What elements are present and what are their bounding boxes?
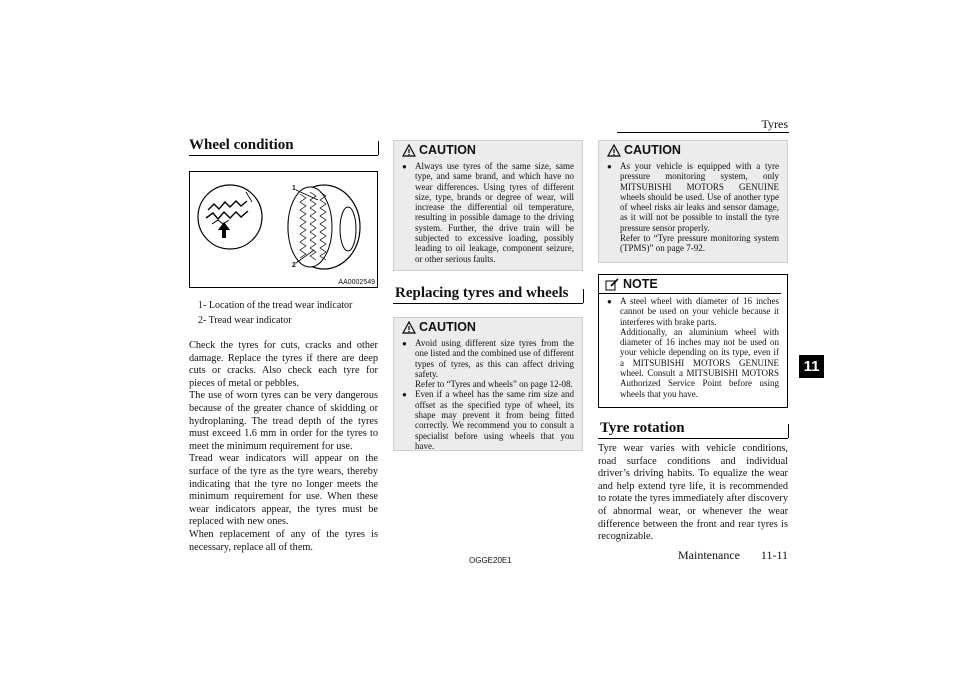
- section-rule-tick: [788, 424, 789, 438]
- caution-box-3: [598, 140, 788, 263]
- bullet-icon: ●: [607, 162, 612, 171]
- page-number: 11-11: [760, 548, 788, 562]
- figure-label-1: 1: [292, 185, 296, 192]
- legend-item-1: 1- Location of the tread wear indicator: [198, 300, 353, 311]
- paragraph: Tread wear indicators will appear on the surface of the tyre as the tyre wears, thereby indicating that the tyre no longer meets the minimum requirement for use. When these wear indicators appear, the tyres must be replaced with new ones.: [189, 453, 378, 528]
- legend-item-2: 2- Tread wear indicator: [198, 315, 292, 326]
- bullet-icon: ●: [607, 297, 612, 306]
- section-rule: [393, 303, 583, 304]
- note-label: NOTE: [623, 277, 658, 291]
- section-rule: [598, 438, 788, 439]
- warning-triangle-icon: [402, 321, 416, 334]
- page-footer: [678, 548, 788, 563]
- list-item: ● As your vehicle is equipped with a tyre pressure monitoring system, only MITSUBISHI MOTORS GENUINE wheels should be used. Use of another type of wheel risks air leaks and sensor damage, as it will not be possible to install the tyre pressure sensor properly. Refer to “Tyre pressure monitoring system (TPMS)” on page 7-92.: [607, 161, 779, 254]
- bullet-icon: ●: [402, 339, 407, 348]
- note-box: [598, 274, 788, 408]
- section-rule-tick: [583, 289, 584, 303]
- caution-header: [394, 318, 582, 336]
- paragraph: When replacement of any of the tyres is necessary, replace all of them.: [189, 528, 378, 553]
- list-item: ● Avoid using different size tyres from the one listed and the combined use of different types of tyres, as this can affect driving safety. Refer to “Tyres and wheels” on page 12-08.: [402, 338, 574, 390]
- list-item: ● Even if a wheel has the same rim size and offset as the specified type of wheel, its shape may prevent it from being fitted correctly. We recommend you to consult a specialist before using wheels that you have.: [402, 389, 574, 451]
- list-item: ● Always use tyres of the same size, same type, and same brand, and which have no wear differences. Using tyres of different size, type, brands or degree of wear, will increase the differential oil temperature, resulting in possible damage to the driving system. Further, the drive train will be subjected to excessive loading, possibly leading to oil leakage, component seizure, or other serious faults.: [402, 161, 574, 264]
- bullet-icon: ●: [402, 390, 407, 400]
- caution-box-2: [393, 317, 583, 451]
- bullet-icon: ●: [402, 162, 407, 171]
- caution-header: [599, 141, 787, 159]
- list-item: ● A steel wheel with diameter of 16 inches cannot be used on your vehicle because it interferes with brake parts. Additionally, an aluminium wheel with diameter of 16 inches may not be used on your vehicle depending on its type, even if a MITSUBISHI MOTORS GENUINE wheel. Consult a MITSUBISHI MOTORS Authorized Service Point before using wheels that you have.: [607, 296, 779, 399]
- caution-label: CAUTION: [419, 143, 476, 157]
- note-header: [599, 275, 787, 293]
- figure-label-2: 2: [292, 262, 296, 269]
- header-rule: [617, 132, 789, 133]
- section-rule-tick: [378, 141, 379, 155]
- running-header: Tyres: [761, 117, 788, 131]
- caution-body: [394, 159, 582, 268]
- chapter-tab: 11: [799, 355, 824, 378]
- warning-triangle-icon: [402, 144, 416, 157]
- tyre-tread-figure: [189, 171, 378, 288]
- document-code: OGGE20E1: [469, 556, 512, 565]
- paragraph: The use of worn tyres can be very dangerous because of the greater chance of skidding or hydroplaning. The tread depth of the tyres must exceed 1.6 mm in order for the tyres to meet the minimum requirement for use.: [189, 390, 378, 452]
- caution-label: CAUTION: [419, 320, 476, 334]
- tyre-rotation-body: Tyre wear varies with vehicle conditions, road surface conditions and individual driver’s driving habits. To equalize the wear and help extend tyre life, it is recommended to rotate the tyres immediately after discovery of abnormal wear, or whenever the wear difference between the front and rear tyres is recognizable.: [598, 443, 788, 543]
- figure-code: AA0002549: [338, 279, 375, 286]
- section-rule: [189, 155, 378, 156]
- warning-triangle-icon: [607, 144, 621, 157]
- wheel-condition-body: [189, 340, 378, 554]
- pencil-note-icon: [605, 278, 620, 291]
- caution-body: [599, 159, 787, 258]
- wheel-condition-heading: Wheel condition: [189, 137, 294, 153]
- caution-body: [394, 336, 582, 455]
- chapter-name: Maintenance: [678, 548, 740, 562]
- caution-label: CAUTION: [624, 143, 681, 157]
- note-body: [599, 294, 787, 403]
- tyre-illustration: [190, 172, 377, 287]
- caution-header: [394, 141, 582, 159]
- tyre-rotation-heading: Tyre rotation: [600, 420, 685, 436]
- caution-box-1: [393, 140, 583, 271]
- paragraph: Check the tyres for cuts, cracks and other damage. Replace the tyres if there are deep cuts or cracks. Also check each tyre for pieces of metal or pebbles.: [189, 340, 378, 389]
- replacing-heading: Replacing tyres and wheels: [395, 285, 569, 301]
